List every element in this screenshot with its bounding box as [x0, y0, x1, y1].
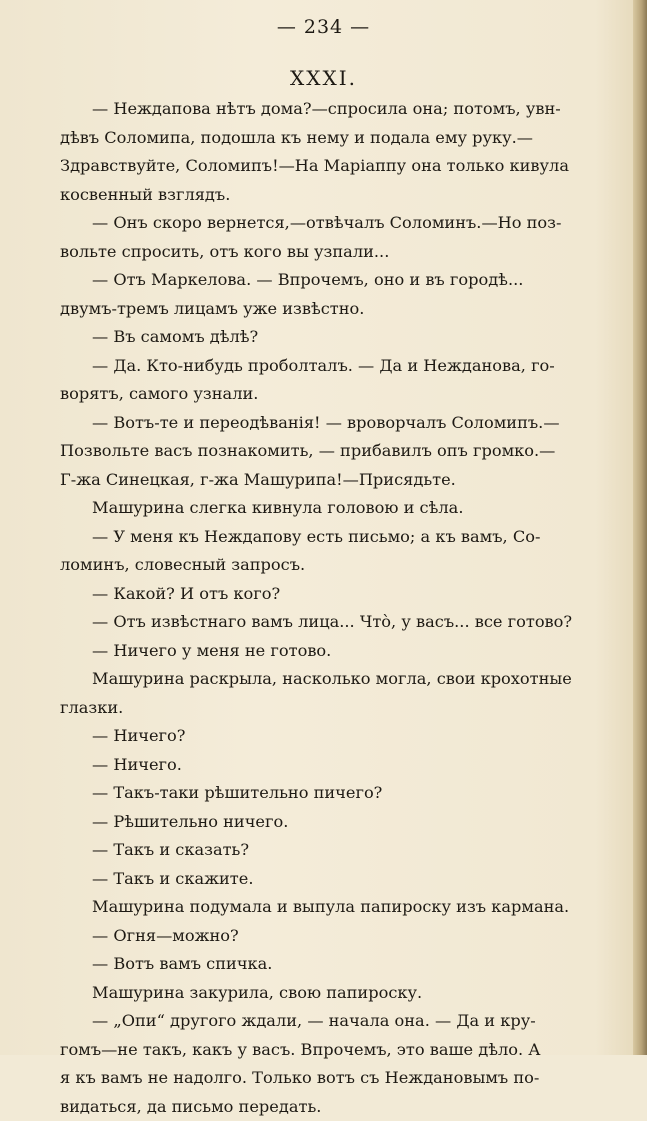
text-line: гомъ—не такъ, какъ у васъ. Впрочемъ, это ваше дѣло. А: [60, 1036, 640, 1065]
text-line: Здравствуйте, Соломипъ!—На Маріаппу она только кивула: [60, 152, 640, 181]
chapter-heading: XXXI.: [0, 66, 647, 90]
text-line: Г-жа Синецкая, г-жа Машурипа!—Присядьте.: [60, 466, 640, 495]
text-line: Машурина закурила, свою папироску.: [60, 979, 640, 1008]
text-line: — Такъ и сказать?: [60, 836, 640, 865]
text-line: — Отъ извѣстнаго вамъ лица... Что̀, у васъ... все готово?: [60, 608, 640, 637]
text-line: — „Опи“ другого ждали, — начала она. — Да и кру-: [60, 1007, 640, 1036]
text-line: дѣвъ Соломипа, подошла къ нему и подала ему руку.—: [60, 124, 640, 153]
text-line: двумъ-тремъ лицамъ уже извѣстно.: [60, 295, 640, 324]
text-line: — Неждапова нѣтъ дома?—спросила она; потомъ, увн-: [60, 95, 640, 124]
text-line: Машурина слегка кивнула головою и сѣла.: [60, 494, 640, 523]
text-line: — Огня—можно?: [60, 922, 640, 951]
text-line: — Такъ-таки рѣшительно пичего?: [60, 779, 640, 808]
text-line: — Вотъ-те и переодѣванія! — вроворчалъ Соломипъ.—: [60, 409, 640, 438]
text-line: косвенный взглядъ.: [60, 181, 640, 210]
text-line: Машурина подумала и выпула папироску изъ кармана.: [60, 893, 640, 922]
text-line: — Такъ и скажите.: [60, 865, 640, 894]
text-line: — Какой? И отъ кого?: [60, 580, 640, 609]
text-line: — Онъ скоро вернется,—отвѣчалъ Соломинъ.—Но поз-: [60, 209, 640, 238]
text-line: я къ вамъ не надолго. Только вотъ съ Неждановымъ по-: [60, 1064, 640, 1093]
text-line: — Ничего у меня не готово.: [60, 637, 640, 666]
text-line: — Вотъ вамъ спичка.: [60, 950, 640, 979]
text-line: глазки.: [60, 694, 640, 723]
text-line: — Отъ Маркелова. — Впрочемъ, оно и въ городѣ...: [60, 266, 640, 295]
body-text: [60, 95, 640, 1121]
text-line: — Рѣшительно ничего.: [60, 808, 640, 837]
text-line: ворятъ, самого узнали.: [60, 380, 640, 409]
page-number: — 234 —: [0, 16, 647, 38]
text-line: — Ничего?: [60, 722, 640, 751]
text-line: Позвольте васъ познакомить, — прибавилъ опъ громко.—: [60, 437, 640, 466]
text-line: — Ничего.: [60, 751, 640, 780]
text-line: видаться, да письмо передать.: [60, 1093, 640, 1121]
text-line: вольте спросить, отъ кого вы узпали...: [60, 238, 640, 267]
text-line: — У меня къ Неждапову есть письмо; а къ вамъ, Со-: [60, 523, 640, 552]
text-line: Машурина раскрыла, насколько могла, свои крохотные: [60, 665, 640, 694]
text-line: ломинъ, словесный запросъ.: [60, 551, 640, 580]
text-line: — Въ самомъ дѣлѣ?: [60, 323, 640, 352]
text-line: — Да. Кто-нибудь проболталъ. — Да и Нежданова, го-: [60, 352, 640, 381]
